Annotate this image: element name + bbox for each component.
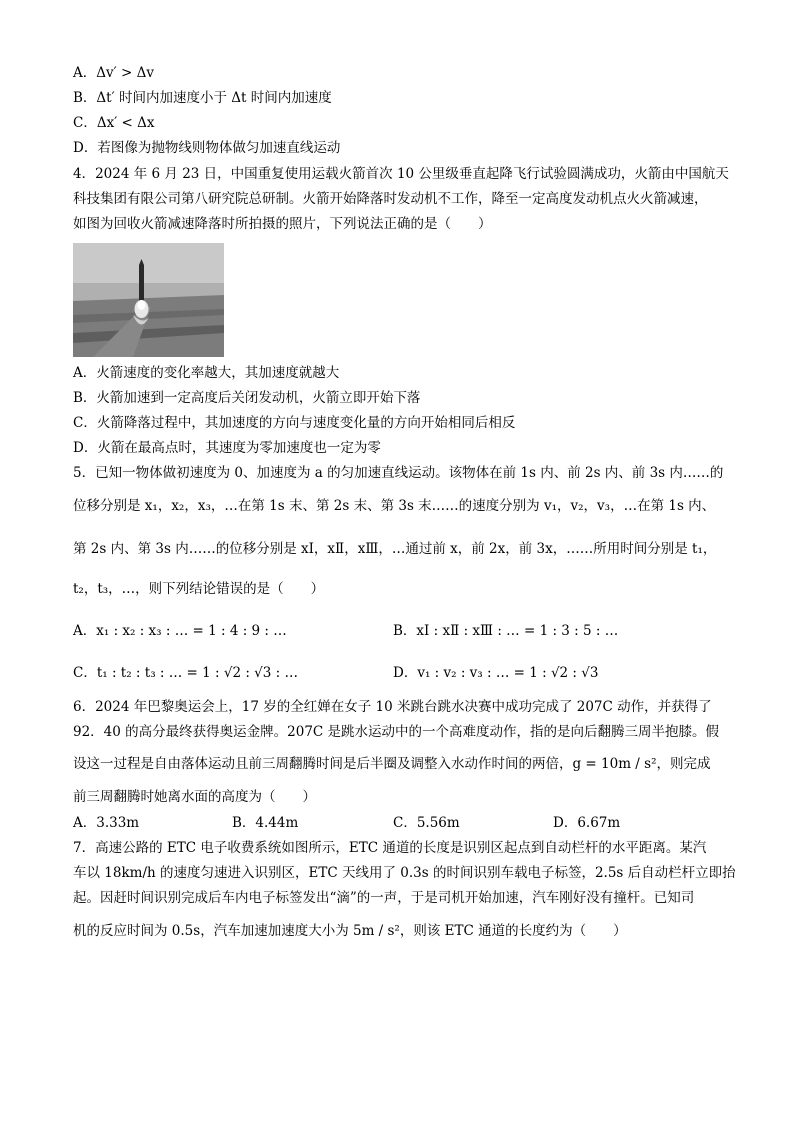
q3-option-c: C．Δx′ < Δx (73, 115, 155, 131)
q7-stem-line2: 车以 18km/h 的速度匀速进入识别区，ETC 天线用了 0.3s 的时间识别车载电子标签，2.5s 后自动栏杆立即抬 (73, 865, 736, 881)
q7-stem-line4: 机的反应时间为 0.5s，汽车加速加速度大小为 5m / s²，则该 ETC 通道的长度约为（ ） (73, 923, 627, 939)
q3-option-a: A．Δv′ > Δv (73, 65, 154, 81)
q4-stem-line3: 如图为回收火箭减速降落时所拍摄的照片，下列说法正确的是（ ） (73, 216, 492, 232)
q4-option-d: D．火箭在最高点时，其速度为零加速度也一定为零 (73, 440, 381, 456)
q5-option-c: C．t₁ : t₂ : t₃ : … = 1 : √2 : √3 : … (73, 665, 298, 681)
q6-stem-line1: 6．2024 年巴黎奥运会上，17 岁的全红婵在女子 10 米跳台跳水决赛中成功完成了 207C 动作，并获得了 (73, 699, 712, 715)
q4-stem-line2: 科技集团有限公司第八研究院总研制。火箭开始降落时发动机不工作，降至一定高度发动机点火火箭减速， (73, 191, 708, 207)
q5-stem-line1: 5．已知一物体做初速度为 0、加速度为 a 的匀加速直线运动。该物体在前 1s 内、前 2s 内、前 3s 内……的 (73, 465, 724, 481)
q5-stem-line2: 位移分别是 x₁，x₂，x₃，…在第 1s 末、第 2s 末、第 3s 末……的速度分别为 v₁，v₂，v₃，…在第 1s 内、 (73, 498, 716, 514)
rocket-photo-drawing (73, 243, 224, 357)
q7-stem-line3: 起。因赶时间识别完成后车内电子标签发出“滴”的一声，于是司机开始加速，汽车刚好没有撞杆。已知司 (73, 890, 695, 906)
q3-option-b: B．Δt′ 时间内加速度小于 Δt 时间内加速度 (73, 90, 332, 106)
q5-option-b: B．xⅠ : xⅡ : xⅢ : … = 1 : 3 : 5 : … (393, 623, 619, 639)
q4-option-a: A．火箭速度的变化率越大，其加速度就越大 (73, 365, 340, 381)
q6-option-b: B．4.44m (232, 815, 299, 831)
q5-option-d: D．v₁ : v₂ : v₃ : … = 1 : √2 : √3 (393, 665, 599, 681)
q4-stem-line1: 4．2024 年 6 月 23 日，中国重复使用运载火箭首次 10 公里级垂直起降飞行试验圆满成功，火箭由中国航天 (73, 166, 729, 182)
q6-stem-line3: 设这一过程是自由落体运动且前三周翻腾时间是后半圈及调整入水动作时间的两倍，g = 10m / s²，则完成 (73, 756, 711, 772)
q4-option-c: C．火箭降落过程中，其加速度的方向与速度变化量的方向开始相同后相反 (73, 415, 516, 431)
q5-option-a: A．x₁ : x₂ : x₃ : … = 1 : 4 : 9 : … (73, 623, 287, 639)
q3-option-d: D．若图像为抛物线则物体做匀加速直线运动 (73, 140, 341, 156)
q4-option-b: B．火箭加速到一定高度后关闭发动机，火箭立即开始下落 (73, 390, 421, 406)
q6-option-c: C．5.56m (393, 815, 460, 831)
q6-option-a: A．3.33m (73, 815, 140, 831)
q6-stem-line2: 92．40 的高分最终获得奥运金牌。207C 是跳水运动中的一个高难度动作，指的是向后翻腾三周半抱膝。假 (73, 724, 720, 740)
q6-option-d: D．6.67m (553, 815, 621, 831)
rocket-landing-photo (73, 243, 224, 357)
q6-stem-line4: 前三周翻腾时她离水面的高度为（ ） (73, 789, 316, 805)
q7-stem-line1: 7．高速公路的 ETC 电子收费系统如图所示，ETC 通道的长度是识别区起点到自动栏杆的水平距离。某汽 (73, 840, 707, 856)
q5-stem-line3: 第 2s 内、第 3s 内……的位移分别是 xⅠ，xⅡ，xⅢ，…通过前 x，前 2x，前 3x，……所用时间分别是 t₁， (73, 541, 717, 557)
q5-stem-line4: t₂，t₃，…，则下列结论错误的是（ ） (73, 581, 325, 597)
